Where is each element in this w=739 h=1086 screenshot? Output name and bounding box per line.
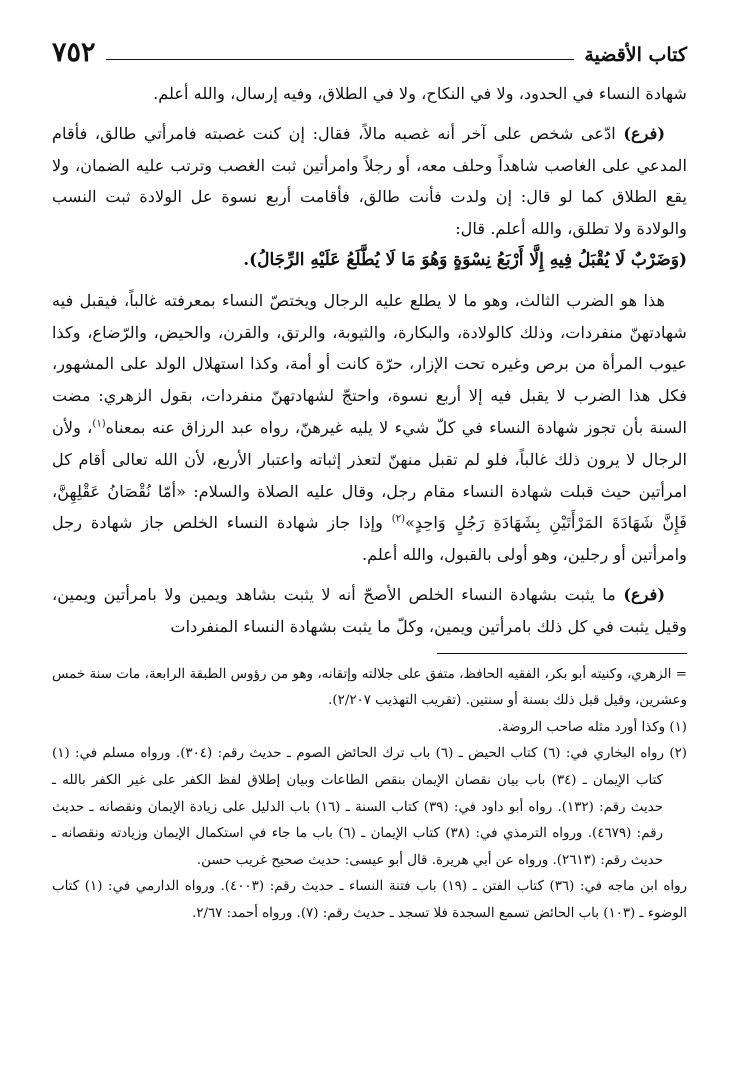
- paragraph-5-text: ما يثبت بشهادة النساء الخلص الأصحّ أنه لا يثبت بشاهد ويمين ولا بامرأتين ويمين، وقيل يثبت في كل ذلك بامرأتين ويمين، وكلّ ما يثبت بشهادة النساء المنفردات: [52, 584, 687, 636]
- footnote-continued: = الزهري، وكنيته أبو بكر، الفقيه الحافظ، متفق على جلالته وإتقانه، وهو من رؤوس الطبقة الرابعة، مات سنة خمس وعشرين، وقيل قبل ذلك بسنة أو سنتين. (تقريب التهذيب ٢/٢٠٧).: [52, 666, 687, 709]
- book-page: [52, 30, 687, 1066]
- chapter-title: كتاب الأقضية: [584, 44, 687, 66]
- paragraph-5: [52, 579, 687, 643]
- footnotes: [52, 662, 687, 928]
- paragraph-4: [52, 285, 687, 571]
- header-rule: [106, 59, 575, 60]
- paragraph-4-part-a: هذا هو الضرب الثالث، وهو ما لا يطلع عليه الرجال ويختصّ النساء بمعرفته غالباً، فيقبل فيه شهادتهنّ منفردات، وذلك كالولادة، والبكارة، والثيوبة، والرتق، والقرن، والحيض، والرّضاع، وكذا عيوب المرأة من برص وغيره تحت الإزار، حرّة كانت أو أمة، وكذا استهلال الولد على المشهور، فكل هذا الضرب لا يقبل فيه إلا أربع نسوة، واحتجّ لشهادتهنّ منفردات، بقول الزهري: مضت السنة بأن تجوز شهادة النساء في كلّ شيء لا يليه غيرهنّ، رواه عبد الرزاق عنه بمعناه: [52, 290, 687, 437]
- footnote-ref-1[interactable]: (١): [92, 418, 106, 430]
- footnote-separator: [437, 653, 687, 654]
- paragraph-4-part-b: ، ولأن الرجال لا يرون ذلك غالباً، فلو لم تقبل منهنّ لتعذر إثباته واعتبار الأربع، لأن الله تعالى أقام كل امرأتين حيث قبلت شهادة النساء مقام رجل، وقال عليه الصلاة والسلام: «أمّا نُقْصَانُ عَقْلِهِنَّ، فَإِنَّ شَهَادَةَ المَرْأَتَيْنِ بِشَهَادَةِ رَجُلٍ وَاحِدٍ»: [52, 417, 687, 533]
- footnote-ref-2[interactable]: (٢): [391, 513, 405, 525]
- paragraph-2-text: ادّعى شخص على آخر أنه غصبه مالاً، فقال: إن كنت غصبته فامرأتي طالق، فأقام المدعي على الغاصب شاهداً وحلف معه، أو رجلاً وامرأتين ثبت الغصب وترتب عليه الضمان، ولا يقع الطلاق كما لو قال: إن ولدت فأنت طالق، فأقامت أربع نسوة عل الولادة ثبت النسب والولادة ولا تطلق، والله أعلم. قال:: [52, 123, 687, 239]
- paragraph-1: شهادة النساء في الحدود، ولا في النكاح، ولا في الطلاق، وفيه إرسال، والله أعلم.: [153, 84, 687, 103]
- main-text: [52, 78, 687, 643]
- footnote-2: (٢) رواه البخاري في: (٦) كتاب الحيض ـ (٦) باب ترك الحائض الصوم ـ حديث رقم: (٣٠٤). ورواه مسلم في: (١) كتاب الإيمان ـ (٣٤) باب بيان نقصان الإيمان بنقص الطاعات وبيان إطلاق لفظ الكفر على غير الكفر بالله ـ حديث رقم: (١٣٢). رواه أبو داود في: (٣٩) كتاب السنة ـ (١٦) باب الدليل على زيادة الإيمان ونقصانه ـ حديث رقم: (٤٦٧٩). ورواه الترمذي في: (٣٨) كتاب الإيمان ـ (٦) باب ما جاء في استكمال الإيمان وزيادته ونقصانه ـ حديث رقم: (٢٦١٣). ورواه عن أبي هريرة. قال أبو عيسى: حديث صحيح غريب حسن.: [52, 746, 688, 868]
- footnote-2-continued: رواه ابن ماجه في: (٣٦) كتاب الفتن ـ (١٩) باب فتنة النساء ـ حديث رقم: (٤٠٠٣). ورواه الدارمي في: (١) كتاب الوضوء ـ (١٠٣) باب الحائض تسمع السجدة فلا تسجد ـ حديث رقم: (٧). ورواه أحمد: ٢/٦٧.: [52, 879, 687, 921]
- far-label-2: (فرع): [623, 584, 665, 604]
- far-label: (فرع): [623, 123, 665, 143]
- footnote-1: (١) وكذا أورد مثله صاحب الروضة.: [497, 719, 687, 735]
- matn-quote: (وَضَرْبٌ لَا يُقْبَلُ فِيهِ إِلَّا أَرْبَعُ نِسْوَةٍ وَهُوَ مَا لَا يُطَّلَعُ عَلَيْهِ الرِّجَالُ).: [243, 249, 687, 270]
- running-header: [52, 30, 687, 66]
- page-number: ٧٥٢: [52, 37, 96, 68]
- paragraph-2: [52, 118, 687, 245]
- paragraph-4-part-c: وإذا جاز شهادة النساء الخلص جاز شهادة رجل وامرأتين أو رجلين، وهو أولى بالقبول، والله أعلم.: [52, 513, 687, 565]
